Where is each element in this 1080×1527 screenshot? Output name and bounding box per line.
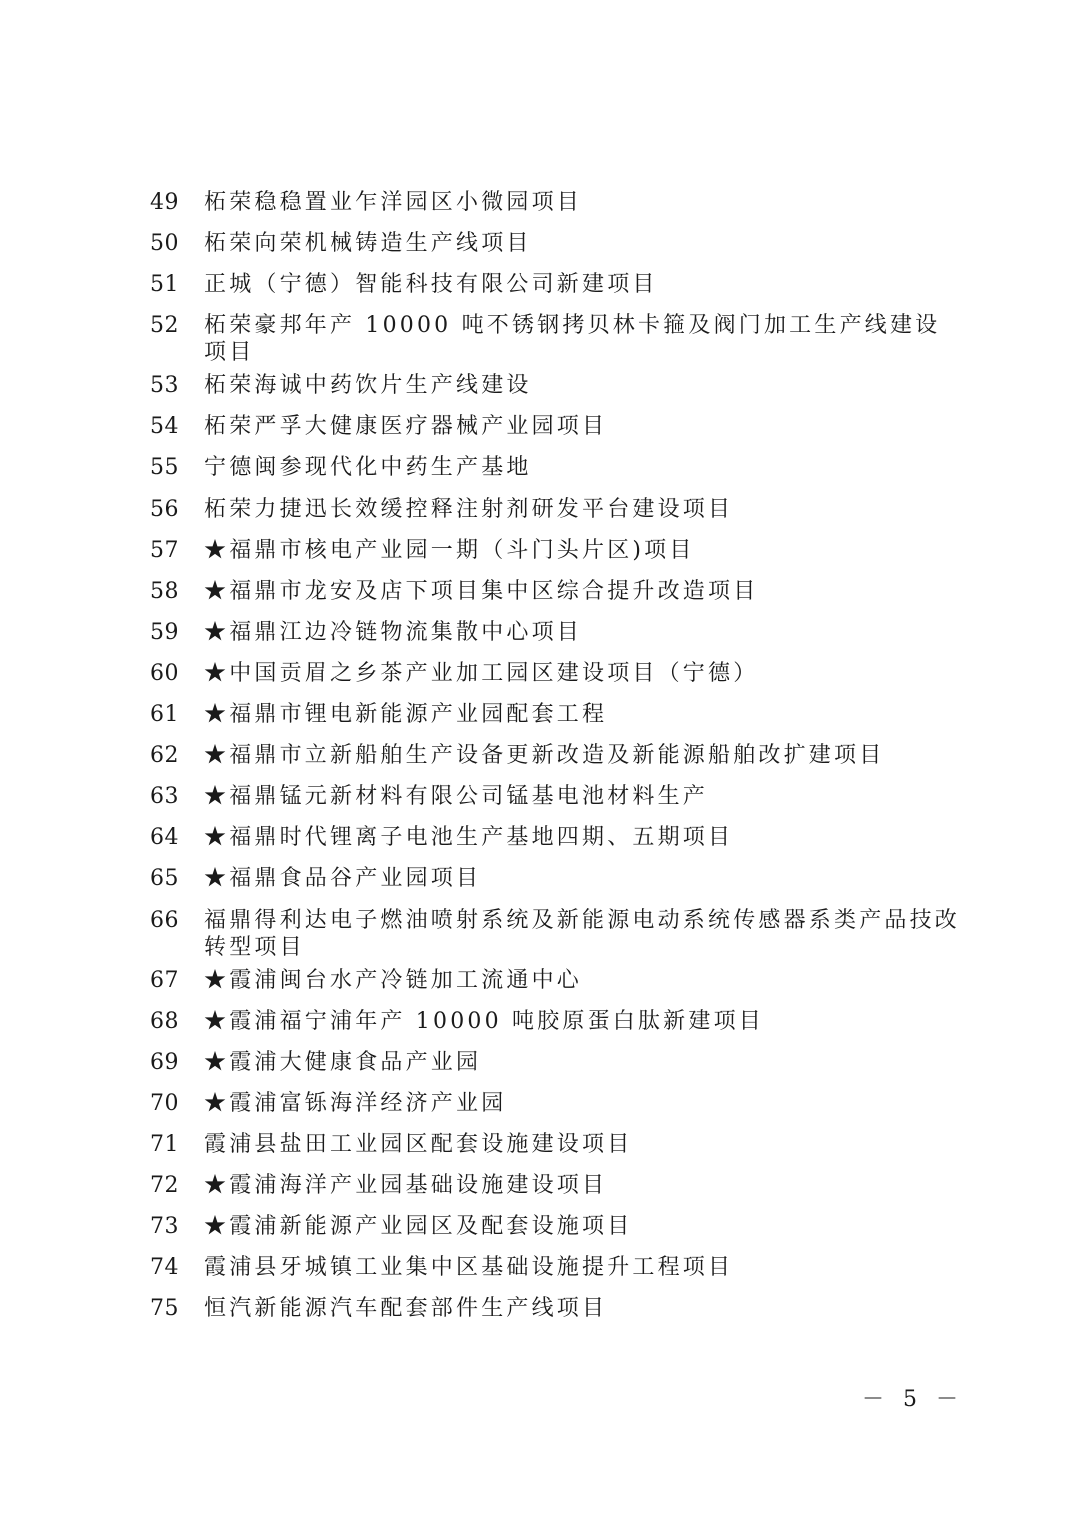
item-title: 柘荣豪邦年产 10000 吨不锈钢拷贝林卡箍及阀门加工生产线建设项目 — [204, 313, 941, 366]
item-number: 57 — [150, 537, 179, 563]
item-number: 52 — [150, 313, 179, 339]
item-title: 恒汽新能源汽车配套部件生产线项目 — [204, 1296, 608, 1322]
item-title: ★霞浦福宁浦年产 10000 吨胶原蛋白肽新建项目 — [204, 1008, 764, 1034]
item-number: 56 — [150, 496, 179, 522]
list-item — [150, 777, 960, 818]
item-number: 68 — [150, 1008, 179, 1034]
item-number: 75 — [150, 1296, 179, 1322]
list-item — [150, 901, 960, 961]
item-title: ★福鼎时代锂离子电池生产基地四期、五期项目 — [204, 825, 734, 851]
project-list — [150, 183, 960, 1330]
item-title: 霞浦县盐田工业园区配套设施建设项目 — [204, 1131, 633, 1157]
item-number: 71 — [150, 1131, 179, 1157]
list-item — [150, 859, 960, 900]
list-item — [150, 1043, 960, 1084]
item-number: 60 — [150, 660, 179, 686]
item-number: 66 — [150, 907, 179, 933]
item-title: ★霞浦大健康食品产业园 — [204, 1049, 482, 1075]
item-number: 59 — [150, 619, 179, 645]
item-number: 61 — [150, 702, 179, 728]
list-item — [150, 961, 960, 1002]
item-title: 柘荣力捷迅长效缓控释注射剂研发平台建设项目 — [204, 496, 734, 522]
item-title: ★霞浦闽台水产冷链加工流通中心 — [204, 967, 583, 993]
item-number: 58 — [150, 578, 179, 604]
item-number: 64 — [150, 825, 179, 851]
list-item — [150, 1002, 960, 1043]
list-item — [150, 736, 960, 777]
list-item — [150, 366, 960, 407]
item-number: 67 — [150, 967, 179, 993]
item-number: 72 — [150, 1172, 179, 1198]
item-title: 宁德闽参现代化中药生产基地 — [204, 455, 532, 481]
item-title: ★霞浦新能源产业园区及配套设施项目 — [204, 1214, 633, 1240]
list-item — [150, 613, 960, 654]
list-item — [150, 531, 960, 572]
item-number: 49 — [150, 190, 179, 215]
list-item — [150, 407, 960, 448]
item-title: ★霞浦海洋产业园基础设施建设项目 — [204, 1172, 608, 1198]
list-item — [150, 490, 960, 531]
item-title: ★福鼎江边冷链物流集散中心项目 — [204, 619, 583, 645]
list-item — [150, 183, 960, 224]
item-number: 50 — [150, 231, 179, 257]
item-number: 74 — [150, 1255, 179, 1281]
item-title: 柘荣海诚中药饮片生产线建设 — [204, 373, 532, 399]
item-title: ★中国贡眉之乡茶产业加工园区建设项目（宁德） — [204, 660, 759, 686]
item-number: 63 — [150, 784, 179, 810]
item-number: 73 — [150, 1214, 179, 1240]
list-item — [150, 265, 960, 306]
item-title: ★福鼎食品谷产业园项目 — [204, 866, 482, 892]
list-item — [150, 1166, 960, 1207]
item-number: 51 — [150, 272, 179, 298]
item-title: ★福鼎市核电产业园一期（斗门头片区)项目 — [204, 537, 695, 563]
list-item — [150, 306, 960, 366]
list-item — [150, 695, 960, 736]
list-item — [150, 818, 960, 859]
item-title: ★霞浦富铄海洋经济产业园 — [204, 1090, 507, 1116]
item-title: 正城（宁德）智能科技有限公司新建项目 — [204, 272, 658, 298]
item-number: 70 — [150, 1090, 179, 1116]
item-number: 55 — [150, 455, 179, 481]
list-item — [150, 654, 960, 695]
list-item — [150, 1207, 960, 1248]
item-number: 62 — [150, 743, 179, 769]
item-title: 霞浦县牙城镇工业集中区基础设施提升工程项目 — [204, 1255, 734, 1281]
item-number: 53 — [150, 373, 179, 399]
list-item — [150, 1125, 960, 1166]
item-number: 65 — [150, 866, 179, 892]
item-title: ★福鼎市立新船舶生产设备更新改造及新能源船舶改扩建项目 — [204, 743, 885, 769]
list-item — [150, 1289, 960, 1330]
item-title: ★福鼎市锂电新能源产业园配套工程 — [204, 702, 608, 728]
item-title: ★福鼎锰元新材料有限公司锰基电池材料生产 — [204, 784, 709, 810]
list-item — [150, 1248, 960, 1289]
page-number: － 5 － — [862, 1387, 964, 1412]
list-item — [150, 448, 960, 489]
list-item — [150, 224, 960, 265]
item-title: 柘荣严孚大健康医疗器械产业园项目 — [204, 414, 608, 440]
item-title: 柘荣稳稳置业乍洋园区小微园项目 — [204, 190, 583, 215]
item-number: 54 — [150, 414, 179, 440]
item-number: 69 — [150, 1049, 179, 1075]
item-title: 柘荣向荣机械铸造生产线项目 — [204, 231, 532, 257]
list-item — [150, 572, 960, 613]
list-item — [150, 1084, 960, 1125]
item-title: ★福鼎市龙安及店下项目集中区综合提升改造项目 — [204, 578, 759, 604]
item-title: 福鼎得利达电子燃油喷射系统及新能源电动系统传感器系类产品技改转型项目 — [204, 907, 961, 960]
